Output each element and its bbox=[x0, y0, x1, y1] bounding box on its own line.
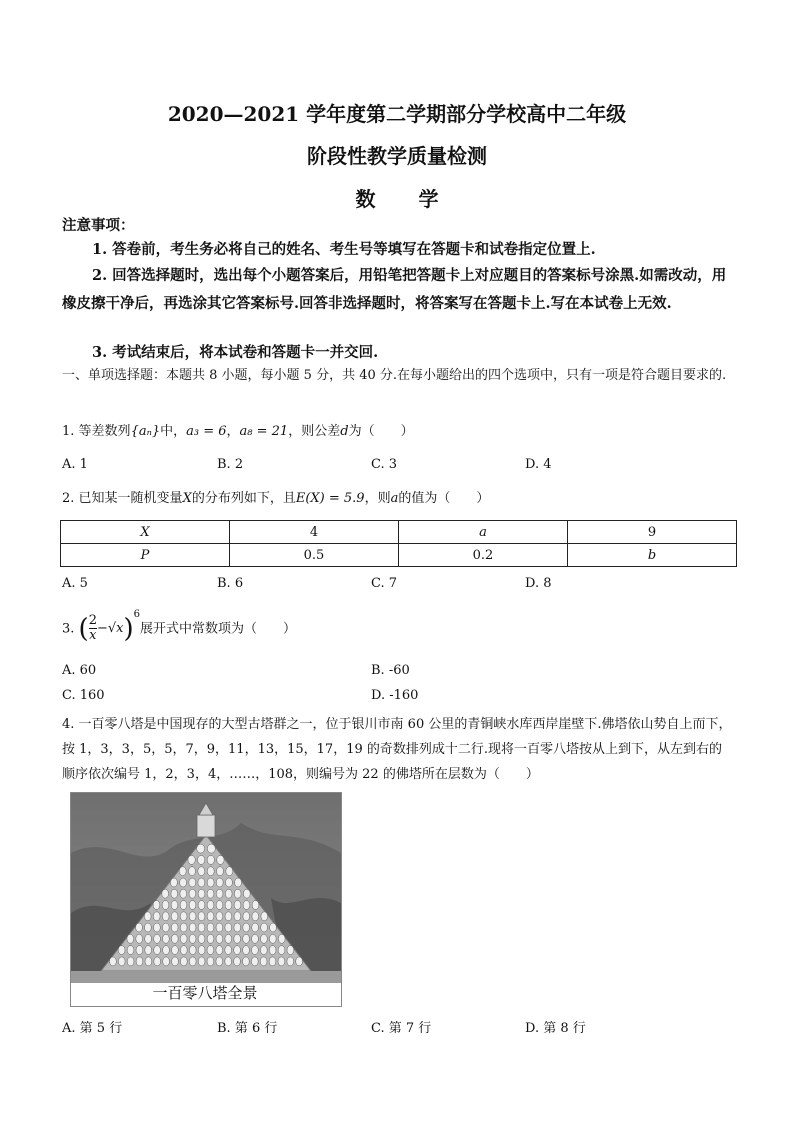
pagoda-stupa bbox=[234, 889, 241, 898]
pagoda-stupa bbox=[180, 889, 187, 898]
minus-sign: − bbox=[96, 620, 108, 636]
pagoda-stupa bbox=[216, 901, 223, 910]
pagoda-illustration bbox=[71, 793, 341, 983]
pagoda-stupa bbox=[145, 934, 152, 943]
pagoda-stupa bbox=[252, 901, 259, 910]
variable-a: a bbox=[390, 491, 399, 506]
pagoda-stupa bbox=[269, 957, 276, 966]
option-c: C. 3 bbox=[371, 457, 398, 472]
pagoda-stupa bbox=[225, 923, 232, 932]
pagoda-stupa bbox=[172, 946, 179, 955]
question-text: 的分布列如下，且 bbox=[191, 491, 296, 506]
fraction-2-over-x: $\frac{2}{x}$ bbox=[88, 613, 97, 644]
pagoda-stupa bbox=[197, 844, 205, 853]
pagoda-stupa bbox=[252, 934, 259, 943]
pagoda-stupa bbox=[216, 912, 223, 921]
pagoda-stupa bbox=[180, 923, 187, 932]
question-text: 为（ ） bbox=[348, 424, 414, 439]
pagoda-stupa bbox=[172, 957, 179, 966]
pagoda-stupa bbox=[163, 957, 170, 966]
pagoda-stupa bbox=[217, 855, 224, 864]
pagoda-stupa bbox=[243, 889, 250, 898]
table-cell: 9 bbox=[568, 521, 737, 544]
pagoda-stupa bbox=[216, 946, 223, 955]
question-2 bbox=[62, 489, 489, 509]
pagoda-stupa bbox=[234, 934, 241, 943]
question-text: 展开式中常数项为（ ） bbox=[140, 621, 297, 637]
pagoda-stupa bbox=[243, 957, 250, 966]
pagoda-stupa bbox=[216, 878, 223, 887]
pagoda-stupa bbox=[163, 946, 170, 955]
pagoda-stupa bbox=[189, 912, 196, 921]
left-paren: ( bbox=[78, 613, 89, 644]
pagoda-stupa bbox=[153, 912, 160, 921]
pagoda-stupa bbox=[207, 946, 214, 955]
pagoda-stupa bbox=[216, 957, 223, 966]
pagoda-stupa bbox=[170, 878, 177, 887]
option-c: C. 160 bbox=[62, 688, 105, 703]
option-c: C. 第 7 行 bbox=[371, 1021, 432, 1036]
pagoda-stupa bbox=[207, 867, 214, 876]
pagoda-stupa bbox=[243, 901, 250, 910]
pagoda-stupa bbox=[136, 923, 143, 932]
pagoda-stupa bbox=[207, 934, 214, 943]
pagoda-stupa bbox=[234, 923, 241, 932]
pagoda-stupa bbox=[207, 901, 214, 910]
pagoda-stupa bbox=[144, 912, 151, 921]
option-b: B. 6 bbox=[217, 576, 244, 591]
exponent: 6 bbox=[133, 609, 141, 620]
sequence-symbol: {aₙ} bbox=[130, 424, 161, 439]
notice-heading: 注意事项： bbox=[62, 217, 135, 234]
pagoda-stupa bbox=[198, 946, 205, 955]
table-cell: 4 bbox=[230, 521, 399, 544]
pagoda-stupa bbox=[207, 878, 214, 887]
option-a: A. 1 bbox=[62, 457, 88, 472]
pagoda-stupa bbox=[127, 934, 134, 943]
pagoda-stupa bbox=[243, 923, 250, 932]
pagoda-stupa bbox=[198, 934, 205, 943]
pagoda-stupa bbox=[251, 957, 258, 966]
pagoda-stupa bbox=[269, 934, 276, 943]
expectation-condition: E(X) = 5.9 bbox=[295, 491, 365, 506]
photo-caption: 一百零八塔全景 bbox=[152, 984, 258, 1002]
pagoda-stupa bbox=[225, 901, 232, 910]
pagoda-stupa bbox=[198, 912, 205, 921]
pagoda-photo bbox=[70, 792, 342, 1007]
pagoda-stupa bbox=[261, 923, 268, 932]
option-a: A. 第 5 行 bbox=[62, 1021, 123, 1036]
pagoda-stupa bbox=[261, 934, 268, 943]
exam-title: 2020—2021 学年度第二学期部分学校高中二年级 bbox=[167, 102, 627, 126]
table-cell: 0.5 bbox=[230, 544, 399, 567]
pagoda-stupa bbox=[162, 889, 169, 898]
pagoda-stupa bbox=[207, 957, 214, 966]
pagoda-stupa bbox=[110, 957, 117, 966]
pagoda-stupa bbox=[198, 855, 205, 864]
pagoda-stupa bbox=[189, 923, 196, 932]
section-intro: 一、单项选择题：本题共 8 小题，每小题 5 分，共 40 分.在每小题给出的四个选项中，只有一项是符合题目要求的. bbox=[62, 368, 727, 383]
pagoda-stupa bbox=[180, 901, 187, 910]
pagoda-stupa bbox=[188, 855, 195, 864]
pagoda-stupa bbox=[180, 946, 187, 955]
pagoda-stupa bbox=[216, 889, 223, 898]
pagoda-stupa bbox=[243, 912, 250, 921]
pagoda-stupa bbox=[198, 878, 205, 887]
pagoda-stupa bbox=[278, 934, 285, 943]
pagoda-stupa bbox=[171, 912, 178, 921]
pagoda-stupa bbox=[278, 957, 285, 966]
option-d: D. 第 8 行 bbox=[525, 1021, 586, 1036]
pagoda-stupa bbox=[234, 912, 241, 921]
pagoda-stupa bbox=[234, 957, 241, 966]
pagoda-stupa bbox=[189, 957, 196, 966]
pagoda-stupa bbox=[226, 867, 233, 876]
pagoda-stupa bbox=[225, 889, 232, 898]
pagoda-stupa bbox=[260, 946, 267, 955]
pagoda-stupa bbox=[252, 923, 259, 932]
option-d: D. -160 bbox=[371, 688, 419, 703]
pagoda-stupa bbox=[189, 867, 196, 876]
condition-a3: a₃ = 6 bbox=[186, 424, 227, 439]
pagoda-stupa bbox=[296, 957, 303, 966]
table-cell: P bbox=[61, 544, 230, 567]
table-cell: b bbox=[568, 544, 737, 567]
pagoda-stupa bbox=[207, 912, 214, 921]
pagoda-stupa bbox=[252, 946, 259, 955]
pagoda-stupa bbox=[162, 923, 169, 932]
option-d: D. 4 bbox=[525, 457, 552, 472]
pagoda-stupa bbox=[180, 912, 187, 921]
pagoda-stupa bbox=[243, 946, 250, 955]
pagoda-stupa bbox=[127, 946, 134, 955]
pagoda-stupa bbox=[127, 957, 134, 966]
pagoda-stupa bbox=[198, 889, 205, 898]
pagoda-stupa bbox=[198, 957, 205, 966]
pagoda-stupa bbox=[162, 912, 169, 921]
pagoda-stupa bbox=[260, 957, 267, 966]
pagoda-stupa bbox=[145, 946, 152, 955]
option-a: A. 60 bbox=[62, 663, 97, 678]
pagoda-stupa bbox=[207, 923, 214, 932]
pagoda-stupa bbox=[171, 889, 178, 898]
pagoda-stupa bbox=[261, 912, 268, 921]
notice-item-2: 2. 回答选择题时，选出每个小题答案后，用铅笔把答题卡上对应题目的答案标号涂黑.如需改动，用橡皮擦干净后，再选涂其它答案标号.回答非选择题时，将答案写在答题卡上.写在本试卷上无效. bbox=[62, 267, 727, 312]
table-row bbox=[61, 544, 737, 567]
distribution-table bbox=[60, 520, 737, 567]
variable-d: d bbox=[340, 424, 349, 439]
question-text: 的值为（ ） bbox=[398, 491, 490, 506]
pagoda-stupa bbox=[189, 878, 196, 887]
question-text: ，则公差 bbox=[288, 424, 341, 439]
notice-item-3: 3. 考试结束后，将本试卷和答题卡一并交回. bbox=[92, 344, 379, 361]
pagoda-stupa bbox=[234, 946, 241, 955]
option-b: B. 第 6 行 bbox=[217, 1021, 278, 1036]
pagoda-stupa bbox=[179, 867, 186, 876]
variable-x: X bbox=[182, 491, 192, 506]
table-row bbox=[61, 521, 737, 544]
option-a: A. 5 bbox=[62, 576, 88, 591]
pagoda-stupa bbox=[189, 901, 196, 910]
pagoda-stupa bbox=[163, 934, 170, 943]
question-text: ，则 bbox=[364, 491, 391, 506]
pagoda-stupa bbox=[153, 901, 160, 910]
pagoda-stupa bbox=[225, 878, 232, 887]
pagoda-stupa bbox=[189, 934, 196, 943]
pagoda-stupa bbox=[136, 957, 143, 966]
pagoda-stupa bbox=[171, 923, 178, 932]
option-b: B. 2 bbox=[217, 457, 244, 472]
sqrt-x: √x bbox=[107, 620, 124, 636]
option-c: C. 7 bbox=[371, 576, 398, 591]
table-cell: X bbox=[61, 521, 230, 544]
pagoda-stupa bbox=[270, 923, 277, 932]
pagoda-stupa bbox=[225, 912, 232, 921]
pagoda-stupa bbox=[145, 923, 152, 932]
pagoda-stupa bbox=[243, 934, 250, 943]
pagoda-stupa bbox=[154, 934, 161, 943]
pagoda-stupa bbox=[118, 946, 125, 955]
option-d: D. 8 bbox=[525, 576, 552, 591]
question-4: 4. 一百零八塔是中国现存的大型古塔群之一，位于银川市南 60 公里的青铜峡水库西岸崖壁下.佛塔依山势自上而下，按 1，3，3，5，5，7，9，11，13，15，17，19 的奇数排列成十二行.现将一百零八塔按从上到下，从左到右的顺序依次编号 1，2，3，4，……，108，则编号为 22 的佛塔所在层数为（ ） bbox=[62, 717, 732, 782]
table-cell: 0.2 bbox=[399, 544, 568, 567]
pagoda-stupa bbox=[189, 889, 196, 898]
pagoda-stupa bbox=[171, 934, 178, 943]
pagoda-stupa bbox=[287, 946, 294, 955]
question-text: 中， bbox=[160, 424, 187, 439]
option-b: B. -60 bbox=[371, 663, 410, 678]
condition-a8: a₈ = 21 bbox=[239, 424, 289, 439]
pagoda-stupa bbox=[207, 889, 214, 898]
pagoda-stupa bbox=[154, 923, 161, 932]
pagoda-stupa bbox=[225, 957, 232, 966]
notice-item-1: 1. 答卷前，考生务必将自己的姓名、考生号等填写在答题卡和试卷指定位置上. bbox=[92, 241, 596, 258]
pagoda-stupa bbox=[154, 946, 161, 955]
pagoda-stupa bbox=[217, 867, 224, 876]
right-paren: ) bbox=[123, 613, 134, 644]
pagoda-stupa bbox=[180, 878, 187, 887]
pagoda-stupa bbox=[198, 901, 205, 910]
pagoda-stupa bbox=[225, 934, 232, 943]
pagoda-stupa bbox=[234, 901, 241, 910]
pagoda-stupa bbox=[145, 957, 152, 966]
pagoda-stupa bbox=[198, 923, 205, 932]
question-text: 已知某一随机变量 bbox=[78, 491, 183, 506]
pagoda-stupa bbox=[154, 957, 161, 966]
question-number: 3. bbox=[62, 621, 75, 637]
pagoda-stupa bbox=[136, 946, 143, 955]
pagoda-stupa bbox=[180, 957, 187, 966]
pagoda-stupa bbox=[278, 946, 285, 955]
question-text: 等差数列 bbox=[78, 424, 131, 439]
pagoda-stupa bbox=[198, 867, 205, 876]
pagoda-stupa bbox=[207, 844, 215, 853]
pagoda-stupa bbox=[162, 901, 169, 910]
question-1 bbox=[62, 422, 414, 442]
pagoda-stupa bbox=[171, 901, 178, 910]
question-3 bbox=[62, 605, 296, 651]
pagoda-stupa bbox=[269, 946, 276, 955]
pagoda-stupa bbox=[207, 855, 214, 864]
question-number: 2. bbox=[62, 491, 75, 506]
pagoda-stupa bbox=[136, 934, 143, 943]
pagoda-stupa bbox=[118, 957, 125, 966]
pagoda-stupa bbox=[287, 957, 294, 966]
pagoda-stupa bbox=[180, 934, 187, 943]
pagoda-stupa bbox=[216, 923, 223, 932]
pagoda-stupa bbox=[235, 878, 242, 887]
subject-title: 数 学 bbox=[355, 187, 457, 211]
pagoda-stupa bbox=[216, 934, 223, 943]
exam-subtitle: 阶段性教学质量检测 bbox=[307, 144, 487, 168]
question-number: 1. bbox=[62, 424, 75, 439]
pagoda-stupa bbox=[189, 946, 196, 955]
pagoda-stupa bbox=[252, 912, 259, 921]
separator: ， bbox=[226, 424, 240, 439]
table-cell: a bbox=[399, 521, 568, 544]
pagoda-stupa bbox=[225, 946, 232, 955]
